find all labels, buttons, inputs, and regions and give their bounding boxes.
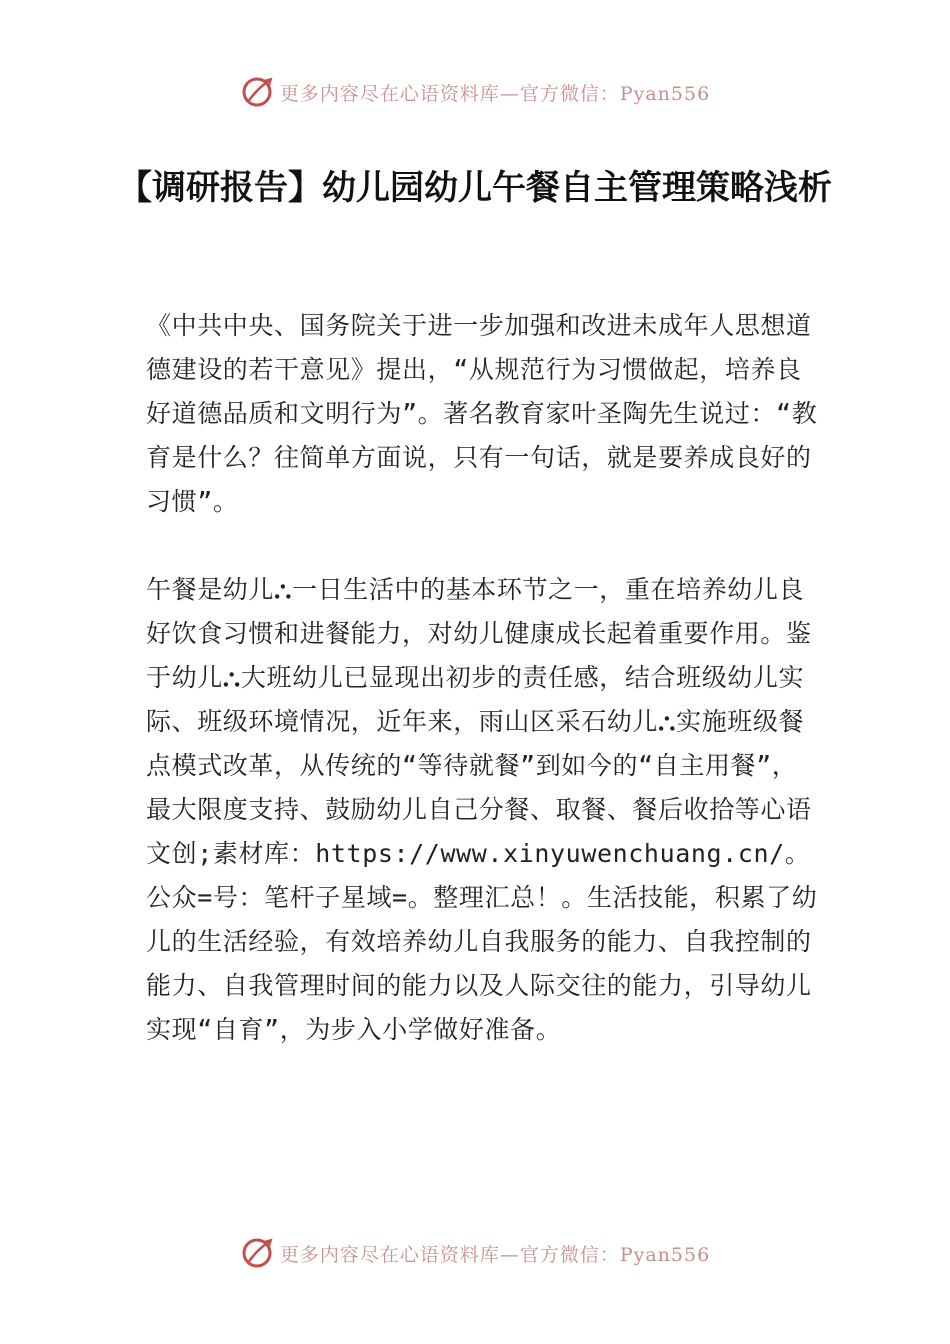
document-title: 【调研报告】幼儿园幼儿午餐自主管理策略浅析: [118, 168, 832, 208]
brand-logo-icon: [240, 75, 274, 109]
paragraph-lunch: 午餐是幼儿⛬一日生活中的基本环节之一，重在培养幼儿良好饮食习惯和进餐能力，对幼儿健康成长起着重要作用。鉴于幼儿⛬大班幼儿已显现出初步的责任感，结合班级幼儿实际、班级环境情况，近年来，雨山区采石幼儿⛬实施班级餐点模式改革，从传统的“等待就餐”到如今的“自主用餐”，最大限度支持、鼓励幼儿自己分餐、取餐、餐后收拾等心语文创;素材库：https://www.xinyuwenchuang.cn/。公众=号：笔杆子星域=。整理汇总！。生活技能，积累了幼儿的生活经验，有效培养幼儿自我服务的能力、自我控制的能力、自我管理时间的能力以及人际交往的能力，引导幼儿实现“自育”，为步入小学做好准备。: [146, 575, 818, 1044]
header-banner: [0, 72, 950, 112]
brand-logo-icon: [240, 1236, 274, 1270]
header-banner-text: 更多内容尽在心语资料库—官方微信：Pyan556: [279, 82, 711, 105]
paragraph-intro: 《中共中央、国务院关于进一步加强和改进未成年人思想道德建设的若干意见》提出，“从规范行为习惯做起，培养良好道德品质和文明行为”。著名教育家叶圣陶先生说过：“教育是什么？往简单方面说，只有一句话，就是要养成良好的习惯”。: [146, 311, 818, 516]
footer-banner-text: 更多内容尽在心语资料库—官方微信：Pyan556: [279, 1243, 711, 1266]
footer-banner: [0, 1233, 950, 1273]
